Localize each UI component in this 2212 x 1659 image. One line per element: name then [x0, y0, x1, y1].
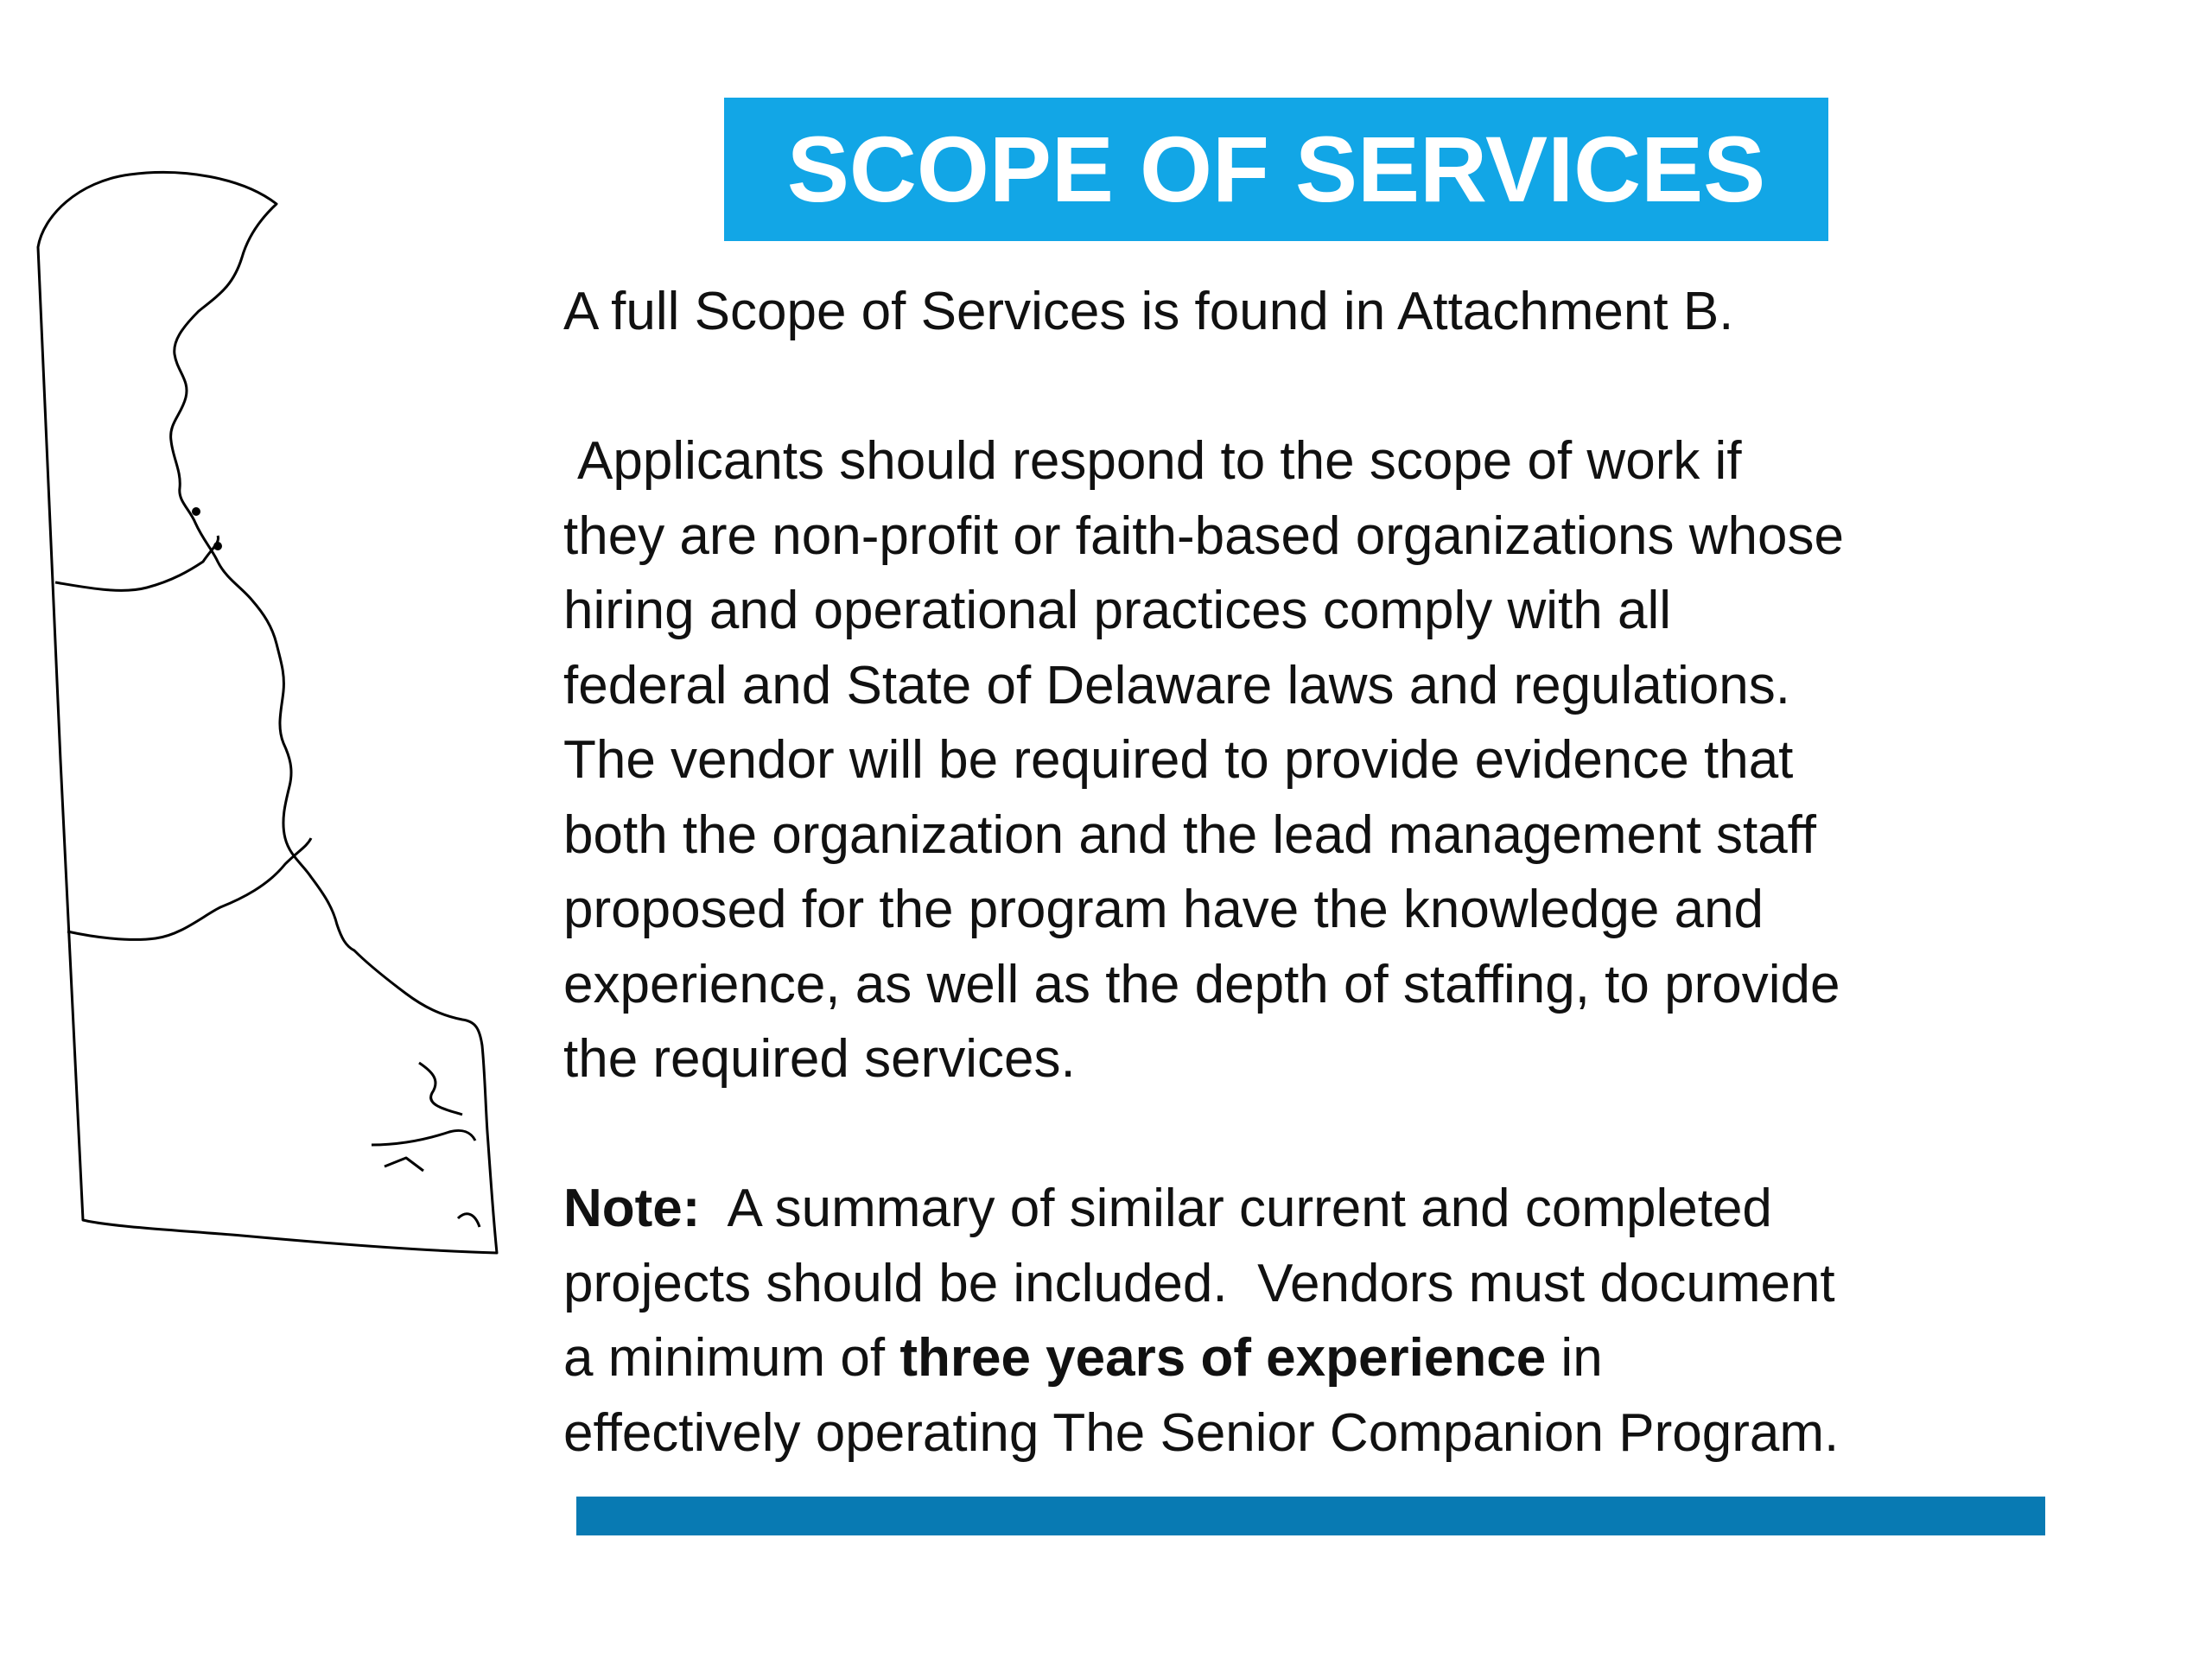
delaware-map-icon: [26, 156, 510, 1279]
intro-line: A full Scope of Services is found in Attachment B.: [563, 282, 1734, 341]
paragraph-line: Applicants should respond to the scope of work if: [577, 431, 1742, 491]
page-title: SCOPE OF SERVICES: [786, 117, 1766, 221]
map-marker-2: [213, 542, 222, 550]
note-emphasis: three years of experience: [899, 1328, 1547, 1388]
paragraph-line: hiring and operational practices comply with all: [563, 581, 1671, 640]
scope-body: [563, 275, 2101, 1471]
paragraph-line: proposed for the program have the knowledge and: [563, 880, 1764, 939]
spacer: [563, 350, 2101, 425]
county-line-south: [67, 838, 311, 939]
paragraph-line: federal and State of Delaware laws and regulations.: [563, 655, 1790, 715]
note-label: Note:: [563, 1179, 701, 1238]
note-line-3: [563, 1321, 2101, 1396]
state-outline: [38, 172, 497, 1253]
note-line-3-post: in: [1546, 1328, 1603, 1388]
note-line-3-pre: a minimum of: [563, 1328, 900, 1388]
spacer: [563, 1097, 2101, 1173]
paragraph-line: experience, as well as the depth of staffing, to provide: [563, 954, 1840, 1014]
paragraph-line: both the organization and the lead management staff: [563, 804, 1817, 865]
paragraph-line: they are non-profit or faith-based organizations whose: [563, 505, 1844, 566]
note-line-1-text: A summary of similar current and completed: [700, 1179, 1772, 1238]
coast-inlet-4: [458, 1214, 480, 1227]
note-line-4: effectively operating The Senior Companion Program.: [563, 1402, 1840, 1463]
map-marker-1: [192, 507, 200, 516]
note-line-2: projects should be included. Vendors must document: [563, 1253, 1835, 1313]
title-banner: [724, 98, 1828, 241]
coast-inlet-1: [419, 1063, 462, 1115]
paragraph-line: the required services.: [563, 1029, 1076, 1089]
note-line-1: [563, 1172, 2101, 1247]
bottom-accent-bar: [576, 1497, 2045, 1535]
county-line-north: [55, 536, 219, 590]
coast-inlet-3: [385, 1158, 423, 1171]
paragraph-line: The vendor will be required to provide evidence that: [563, 730, 1794, 790]
coast-inlet-2: [372, 1130, 475, 1145]
